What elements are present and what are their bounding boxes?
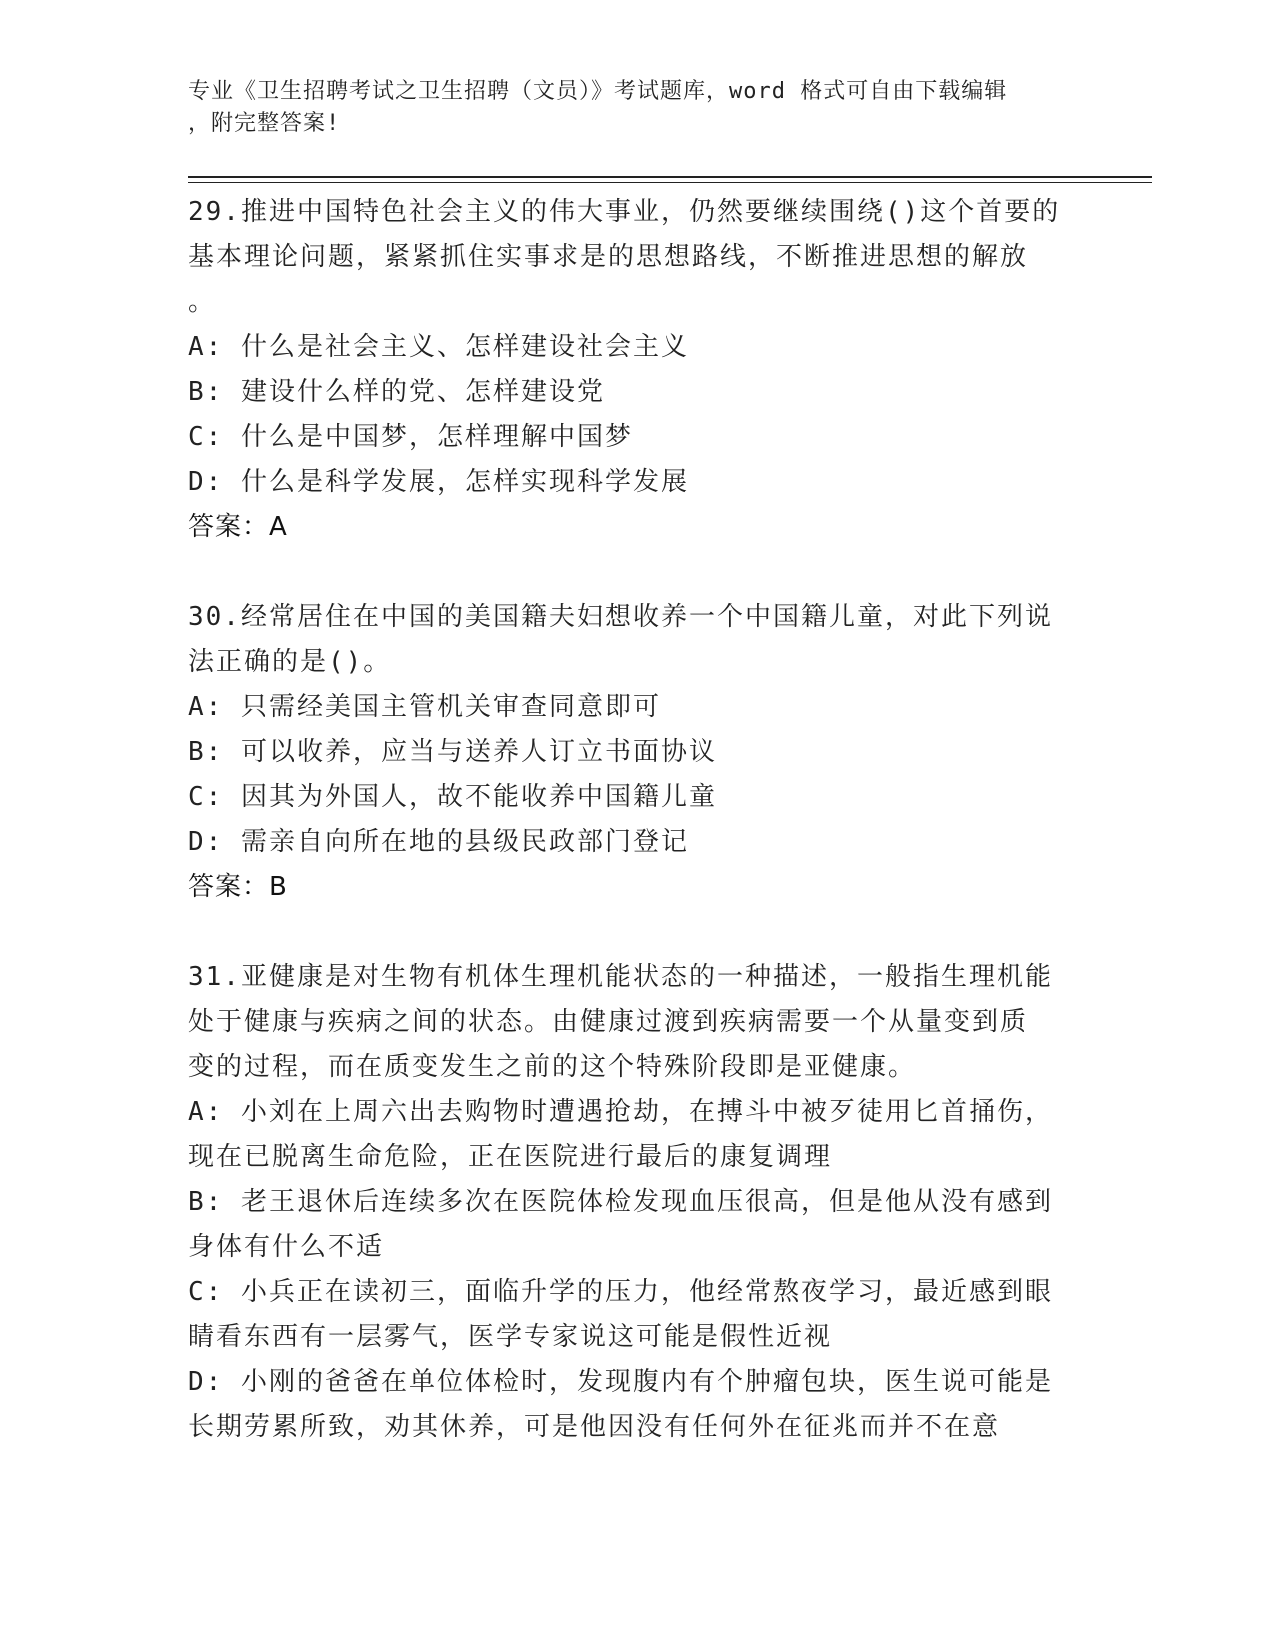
option-d bbox=[188, 820, 1088, 865]
option-line: 身体有什么不适 bbox=[188, 1232, 385, 1262]
header-line-2: ，附完整答案! bbox=[188, 111, 341, 136]
option-line: A: 小刘在上周六出去购物时遭遇抢劫，在搏斗中被歹徒用匕首捅伤， bbox=[188, 1097, 1053, 1127]
option-c bbox=[188, 1270, 1088, 1360]
answer-label: 答案：A bbox=[188, 512, 288, 542]
option-c bbox=[188, 775, 1088, 820]
option-d bbox=[188, 460, 1088, 505]
option-b bbox=[188, 370, 1088, 415]
answer-label: 答案：B bbox=[188, 872, 288, 902]
question-text-line: 31.亚健康是对生物有机体生理机能状态的一种描述，一般指生理机能 bbox=[188, 962, 1053, 992]
option-line: 睛看东西有一层雾气，医学专家说这可能是假性近视 bbox=[188, 1322, 833, 1352]
option-line: D: 需亲自向所在地的县级民政部门登记 bbox=[188, 827, 689, 857]
document-header bbox=[188, 76, 1078, 140]
header-divider-thin bbox=[188, 182, 1152, 183]
question-text bbox=[188, 595, 1088, 685]
option-c bbox=[188, 415, 1088, 460]
question-list bbox=[188, 190, 1088, 1495]
option-line: A: 只需经美国主管机关审查同意即可 bbox=[188, 692, 661, 722]
question-text-line: 法正确的是()。 bbox=[188, 647, 392, 677]
option-line: C: 小兵正在读初三，面临升学的压力，他经常熬夜学习，最近感到眼 bbox=[188, 1277, 1053, 1307]
option-line: A: 什么是社会主义、怎样建设社会主义 bbox=[188, 332, 689, 362]
header-divider-thick bbox=[188, 176, 1152, 178]
question-text bbox=[188, 190, 1088, 325]
question-text-line: 处于健康与疾病之间的状态。由健康过渡到疾病需要一个从量变到质 bbox=[188, 1007, 1029, 1037]
question-text-line: 30.经常居住在中国的美国籍夫妇想收养一个中国籍儿童，对此下列说 bbox=[188, 602, 1053, 632]
option-line: B: 可以收养，应当与送养人订立书面协议 bbox=[188, 737, 717, 767]
option-b bbox=[188, 730, 1088, 775]
question-text-line: 变的过程，而在质变发生之前的这个特殊阶段即是亚健康。 bbox=[188, 1052, 917, 1082]
option-line: C: 什么是中国梦，怎样理解中国梦 bbox=[188, 422, 633, 452]
option-d bbox=[188, 1360, 1088, 1450]
question-29 bbox=[188, 190, 1088, 550]
question-30 bbox=[188, 595, 1088, 910]
question-text-line: 基本理论问题，紧紧抓住实事求是的思想路线，不断推进思想的解放 bbox=[188, 242, 1029, 272]
option-line: B: 建设什么样的党、怎样建设党 bbox=[188, 377, 605, 407]
question-text-line: 29.推进中国特色社会主义的伟大事业，仍然要继续围绕()这个首要的 bbox=[188, 197, 1061, 227]
option-a bbox=[188, 685, 1088, 730]
option-line: C: 因其为外国人，故不能收养中国籍儿童 bbox=[188, 782, 717, 812]
question-text-line: 。 bbox=[188, 287, 217, 317]
option-line: D: 小刚的爸爸在单位体检时，发现腹内有个肿瘤包块，医生说可能是 bbox=[188, 1367, 1053, 1397]
option-line: D: 什么是科学发展，怎样实现科学发展 bbox=[188, 467, 689, 497]
option-line: 长期劳累所致，劝其休养，可是他因没有任何外在征兆而并不在意 bbox=[188, 1412, 1001, 1442]
header-line-1: 专业《卫生招聘考试之卫生招聘（文员）》考试题库，word 格式可自由下载编辑 bbox=[188, 79, 1008, 104]
option-a bbox=[188, 1090, 1088, 1180]
question-text bbox=[188, 955, 1088, 1090]
question-31 bbox=[188, 955, 1088, 1450]
option-b bbox=[188, 1180, 1088, 1270]
option-line: B: 老王退休后连续多次在医院体检发现血压很高，但是他从没有感到 bbox=[188, 1187, 1053, 1217]
option-line: 现在已脱离生命危险，正在医院进行最后的康复调理 bbox=[188, 1142, 833, 1172]
option-a bbox=[188, 325, 1088, 370]
